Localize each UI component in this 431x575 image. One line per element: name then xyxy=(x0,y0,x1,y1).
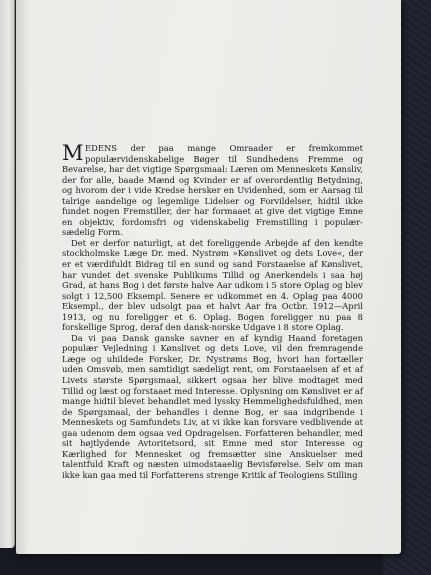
paragraph-2: Det er derfor naturligt, at det foreliggende Arbejde af den kendte stockholmske Læge Dr. med. Nystrøm »Kønslivet og dets Love«, der er et værdifuldt Bidrag til en sund og sand Forstaaelse af Kønslivet, har vundet det svenske Publikums Tillid og Anerkendels i saa høj Grad, at hans Bog i det første halve Aar udkom i 5 store Oplag og blev solgt i 12,500 Eksempl. Senere er udkommet en 4. Oplag paa 4000 Eksempl., der blev udsolgt paa et halvt Aar fra Octbr. 1912—April 1913, og nu foreligger et 6. Oplag. Bogen foreligger nu paa 8 forskellige Sprog, deraf den dansk-norske Udgave i 8 store Oplag. xyxy=(62,237,363,333)
paragraph-1 xyxy=(62,143,363,238)
paragraph-1-text: EDENS der paa mange Omraader er fremkommet populærvidenskabelige Bøger til Sundhedens Fremme og Bevarelse, har det vigtige Spørgsmaal: Læren om Menneskets Kønsliv, der for alle, baade Mænd og Kvinder er af overordentlig Betydning, og hvorom der i vide Kredse hersker en Uvidenhed, som er Aarsag til talrige aandelige og legemlige Lidelser og Forvildelser, hidtil ikke fundet nogen Fremstiller, der har formaaet at give det vigtige Emne en objektiv, fordomsfri og videnskabelig Fremstilling i populær-sædelig Form. xyxy=(62,143,363,238)
body-text xyxy=(62,143,363,481)
paragraph-3: Da vi paa Dansk ganske savner en af kyndig Haand foretagen populær Vejledning i Kønslivet og dets Love, vil den fremragende Læge og uhildede Forsker, Dr. Nystrøms Bog, hvori han fortæller uden Omsvøb, men samtidigt sædeligt rent, om Forstaaelsen af et af Livets største Spørgsmaal, sikkert ogsaa her blive modtaget med Tillid og læst og forstaaet med Interesse. Oplysning om Kønslivet er af mange hidtil blevet behandlet med lyssky Hemmelighedsfuldhed, men de Spørgsmaal, der behandles i denne Bog, er saa indgribende i Menneskets og Samfundets Liv, at vi ikke kan forsvare vedblivende at gaa udenom dem ogsaa ved Opdragelsen. Forfatteren behandler, med sit højtlydende Avtoritetsord, sit Emne med stor Interesse og Kærlighed for Mennesket og fremsætter sine Anskuelser med talentfuld Kraft og næsten uimodstaaelig Bevisførelse. Selv om man ikke kan gaa med til Forfatterens strenge Kritik af Teologiens Stilling xyxy=(62,332,363,480)
drop-cap-letter: M xyxy=(62,141,85,165)
book-page xyxy=(16,0,401,554)
previous-page-edge xyxy=(0,0,15,548)
page-gutter-shadow xyxy=(16,0,30,554)
